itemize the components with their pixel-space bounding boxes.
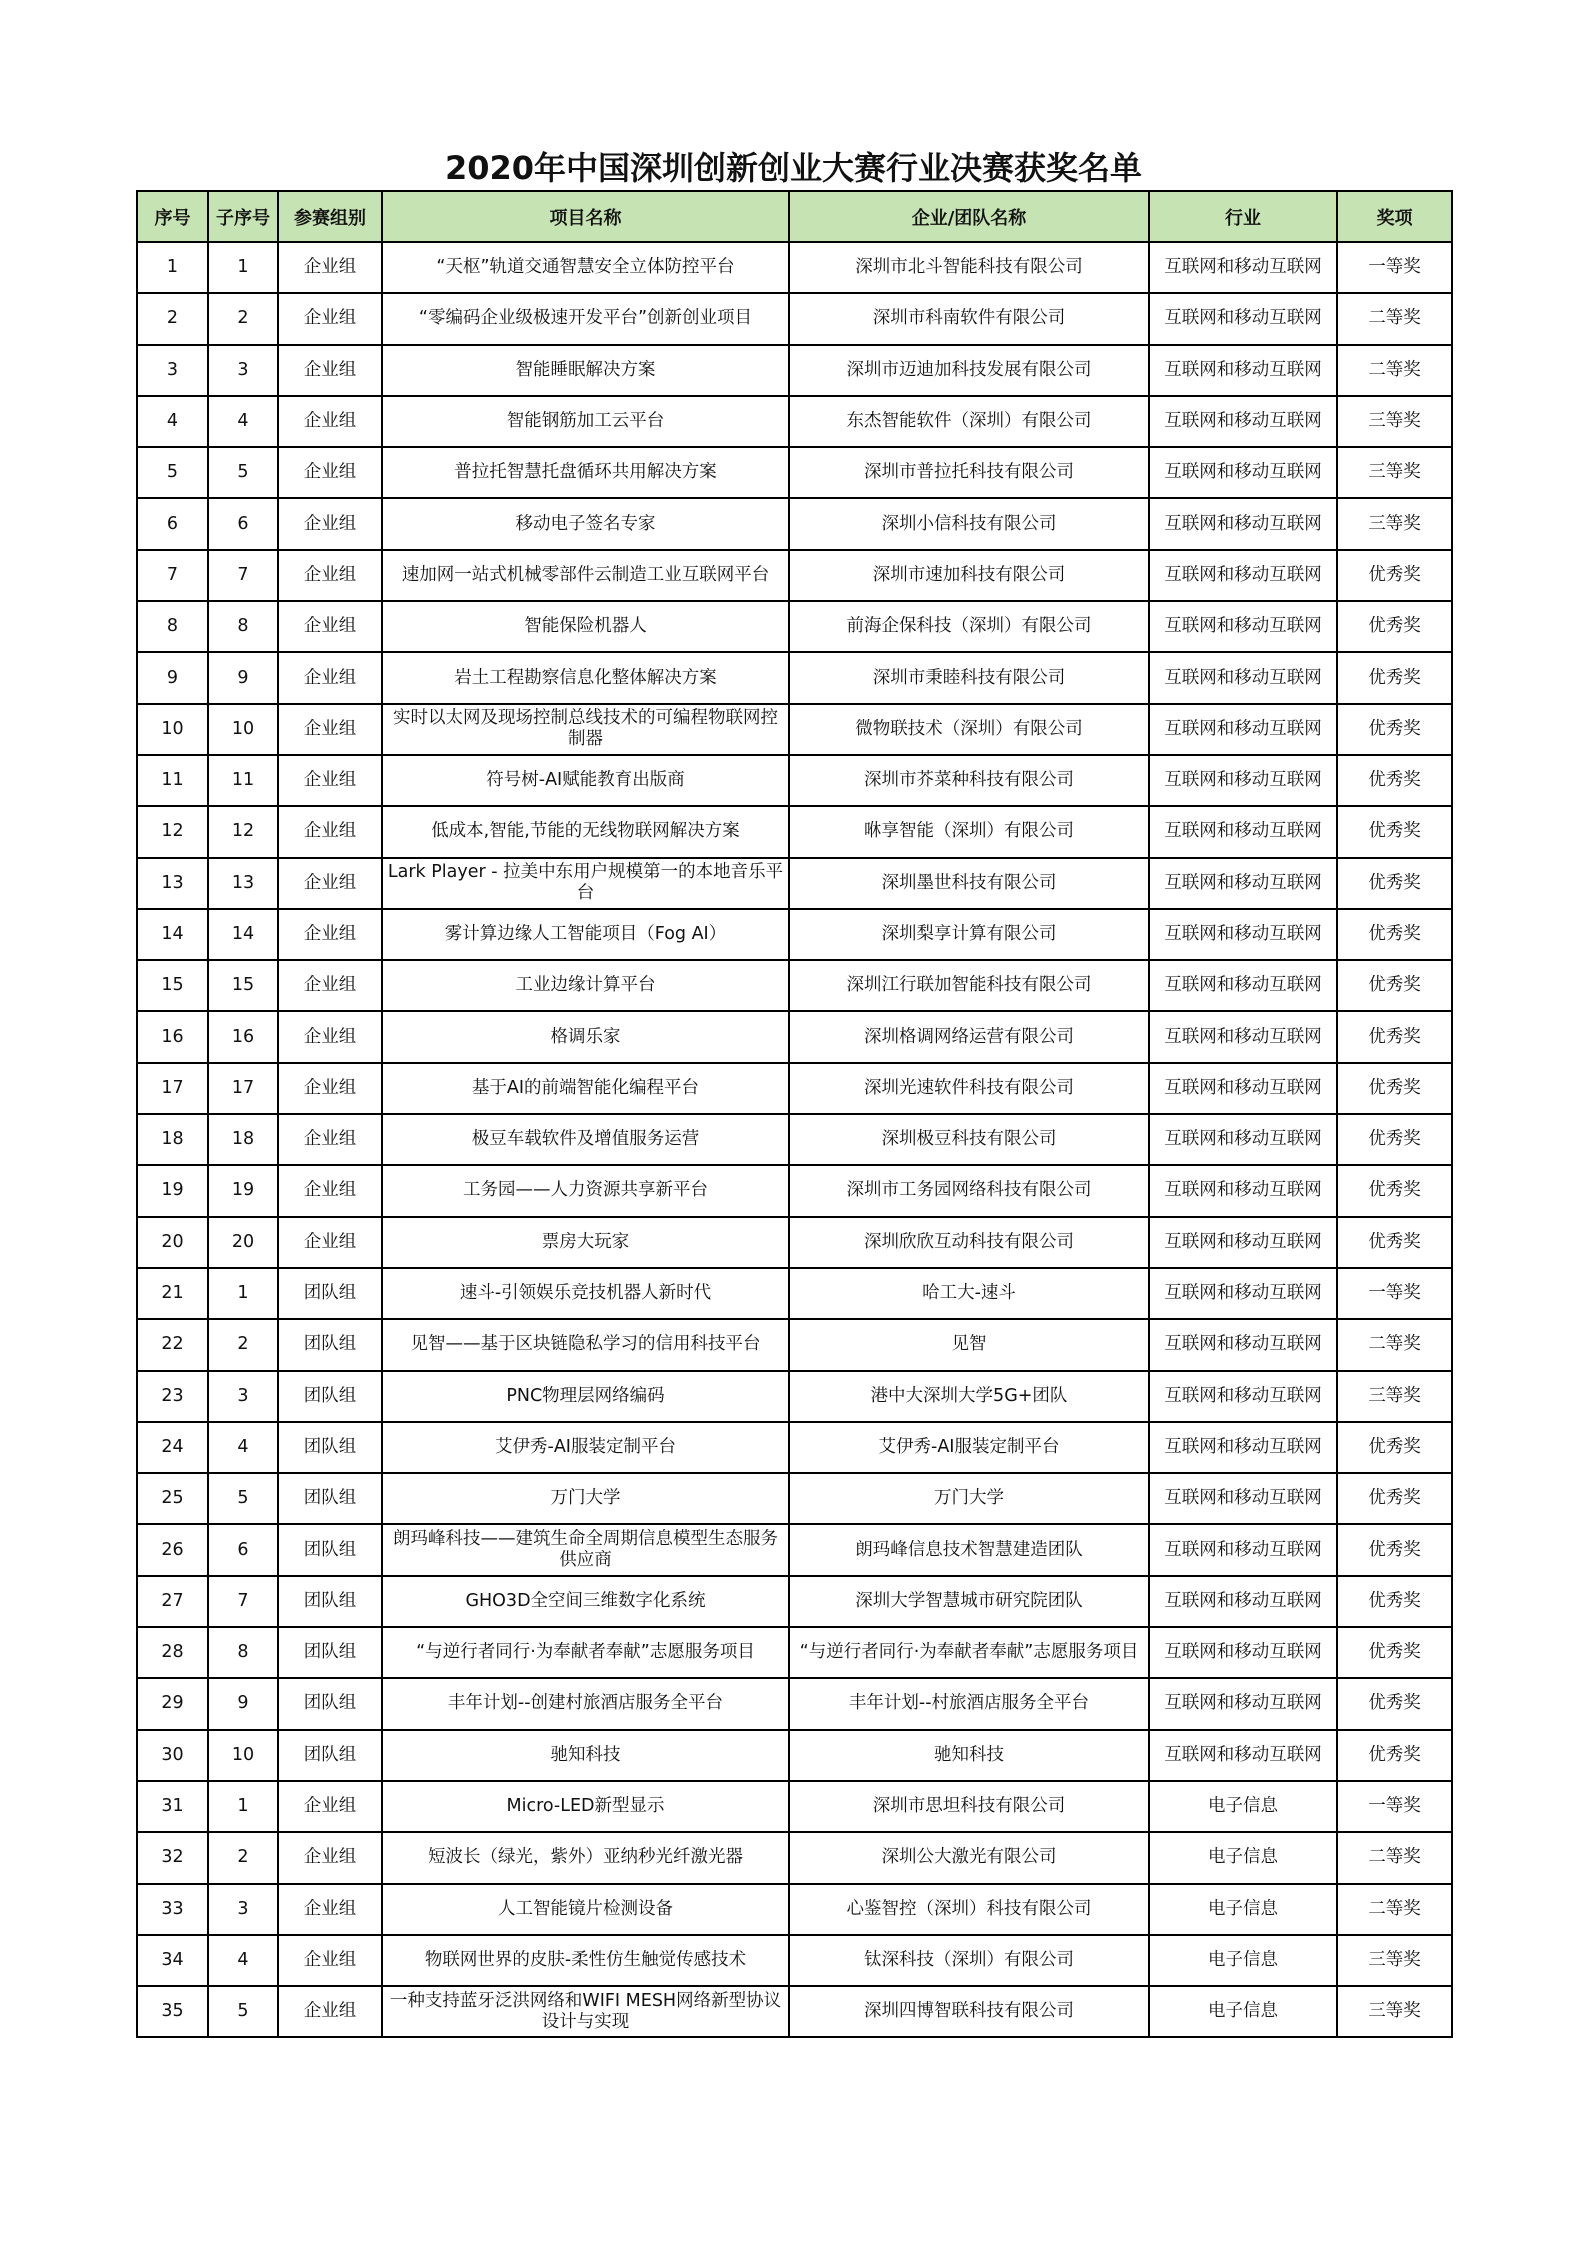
cell-sub-index: 4 <box>208 396 278 447</box>
cell-index: 16 <box>137 1011 208 1062</box>
header-row <box>137 191 1452 242</box>
table-row <box>137 704 1452 755</box>
cell-project: 人工智能镜片检测设备 <box>382 1884 789 1935</box>
cell-group: 企业组 <box>278 1063 382 1114</box>
column-header-group: 参赛组别 <box>278 191 382 242</box>
cell-company: 深圳江行联加智能科技有限公司 <box>789 960 1149 1011</box>
cell-industry: 互联网和移动互联网 <box>1149 396 1337 447</box>
cell-group: 企业组 <box>278 1832 382 1883</box>
cell-group: 企业组 <box>278 755 382 806</box>
cell-award: 优秀奖 <box>1337 858 1452 909</box>
cell-group: 企业组 <box>278 960 382 1011</box>
cell-company: 深圳小信科技有限公司 <box>789 498 1149 549</box>
cell-sub-index: 8 <box>208 601 278 652</box>
cell-sub-index: 20 <box>208 1217 278 1268</box>
cell-industry: 互联网和移动互联网 <box>1149 498 1337 549</box>
cell-sub-index: 18 <box>208 1114 278 1165</box>
cell-index: 33 <box>137 1884 208 1935</box>
cell-award: 优秀奖 <box>1337 704 1452 755</box>
cell-index: 1 <box>137 242 208 293</box>
cell-index: 25 <box>137 1473 208 1524</box>
cell-index: 11 <box>137 755 208 806</box>
cell-index: 4 <box>137 396 208 447</box>
cell-index: 8 <box>137 601 208 652</box>
cell-industry: 互联网和移动互联网 <box>1149 652 1337 703</box>
cell-sub-index: 9 <box>208 1678 278 1729</box>
cell-group: 企业组 <box>278 242 382 293</box>
cell-sub-index: 6 <box>208 498 278 549</box>
cell-project: “天枢”轨道交通智慧安全立体防控平台 <box>382 242 789 293</box>
cell-award: 优秀奖 <box>1337 652 1452 703</box>
cell-award: 二等奖 <box>1337 1319 1452 1370</box>
cell-project: Micro-LED新型显示 <box>382 1781 789 1832</box>
cell-sub-index: 14 <box>208 909 278 960</box>
cell-industry: 互联网和移动互联网 <box>1149 858 1337 909</box>
cell-sub-index: 16 <box>208 1011 278 1062</box>
cell-group: 企业组 <box>278 1935 382 1986</box>
cell-company: 深圳四博智联科技有限公司 <box>789 1986 1149 2037</box>
cell-company: 深圳格调网络运营有限公司 <box>789 1011 1149 1062</box>
cell-award: 二等奖 <box>1337 1884 1452 1935</box>
cell-sub-index: 2 <box>208 1832 278 1883</box>
cell-industry: 互联网和移动互联网 <box>1149 1217 1337 1268</box>
cell-industry: 互联网和移动互联网 <box>1149 293 1337 344</box>
cell-group: 企业组 <box>278 652 382 703</box>
cell-award: 优秀奖 <box>1337 1165 1452 1216</box>
cell-project: Lark Player - 拉美中东用户规模第一的本地音乐平台 <box>382 858 789 909</box>
cell-group: 团队组 <box>278 1371 382 1422</box>
cell-award: 一等奖 <box>1337 1268 1452 1319</box>
cell-group: 团队组 <box>278 1268 382 1319</box>
cell-sub-index: 6 <box>208 1524 278 1575</box>
cell-company: “与逆行者同行·为奉献者奉献”志愿服务项目 <box>789 1627 1149 1678</box>
cell-group: 企业组 <box>278 1217 382 1268</box>
cell-index: 34 <box>137 1935 208 1986</box>
cell-industry: 电子信息 <box>1149 1832 1337 1883</box>
cell-group: 企业组 <box>278 1781 382 1832</box>
cell-sub-index: 11 <box>208 755 278 806</box>
cell-award: 优秀奖 <box>1337 601 1452 652</box>
cell-industry: 互联网和移动互联网 <box>1149 909 1337 960</box>
table-row <box>137 960 1452 1011</box>
cell-group: 团队组 <box>278 1473 382 1524</box>
cell-sub-index: 1 <box>208 242 278 293</box>
cell-company: 深圳市科南软件有限公司 <box>789 293 1149 344</box>
cell-award: 优秀奖 <box>1337 1422 1452 1473</box>
cell-project: 丰年计划--创建村旅酒店服务全平台 <box>382 1678 789 1729</box>
cell-company: 港中大深圳大学5G+团队 <box>789 1371 1149 1422</box>
table-row <box>137 1781 1452 1832</box>
table-row <box>137 498 1452 549</box>
cell-award: 优秀奖 <box>1337 1011 1452 1062</box>
cell-project: GHO3D全空间三维数字化系统 <box>382 1576 789 1627</box>
cell-company: 深圳市普拉托科技有限公司 <box>789 447 1149 498</box>
cell-company: 深圳市秉睦科技有限公司 <box>789 652 1149 703</box>
table-body <box>137 242 1452 2037</box>
column-header-company: 企业/团队名称 <box>789 191 1149 242</box>
cell-industry: 互联网和移动互联网 <box>1149 1473 1337 1524</box>
cell-group: 团队组 <box>278 1627 382 1678</box>
cell-company: 深圳市迈迪加科技发展有限公司 <box>789 345 1149 396</box>
cell-industry: 电子信息 <box>1149 1986 1337 2037</box>
table-row <box>137 1627 1452 1678</box>
cell-company: 见智 <box>789 1319 1149 1370</box>
cell-index: 19 <box>137 1165 208 1216</box>
cell-company: 哈工大-速斗 <box>789 1268 1149 1319</box>
cell-index: 12 <box>137 806 208 857</box>
cell-group: 企业组 <box>278 704 382 755</box>
cell-award: 三等奖 <box>1337 498 1452 549</box>
cell-company: 艾伊秀-AI服装定制平台 <box>789 1422 1149 1473</box>
cell-industry: 互联网和移动互联网 <box>1149 1678 1337 1729</box>
cell-index: 14 <box>137 909 208 960</box>
cell-project: 一种支持蓝牙泛洪网络和WIFI MESH网络新型协议设计与实现 <box>382 1986 789 2037</box>
cell-award: 三等奖 <box>1337 1371 1452 1422</box>
cell-company: 深圳市思坦科技有限公司 <box>789 1781 1149 1832</box>
cell-project: 驰知科技 <box>382 1730 789 1781</box>
cell-project: 工业边缘计算平台 <box>382 960 789 1011</box>
cell-index: 6 <box>137 498 208 549</box>
cell-project: 朗玛峰科技——建筑生命全周期信息模型生态服务供应商 <box>382 1524 789 1575</box>
table-row <box>137 1165 1452 1216</box>
column-header-sub-index: 子序号 <box>208 191 278 242</box>
table-row <box>137 447 1452 498</box>
cell-company: 深圳市芥菜种科技有限公司 <box>789 755 1149 806</box>
cell-industry: 互联网和移动互联网 <box>1149 755 1337 806</box>
cell-company: 深圳市速加科技有限公司 <box>789 550 1149 601</box>
cell-award: 优秀奖 <box>1337 1114 1452 1165</box>
cell-group: 团队组 <box>278 1422 382 1473</box>
cell-award: 优秀奖 <box>1337 755 1452 806</box>
table-row <box>137 1217 1452 1268</box>
cell-sub-index: 3 <box>208 345 278 396</box>
cell-company: 深圳公大激光有限公司 <box>789 1832 1149 1883</box>
cell-industry: 互联网和移动互联网 <box>1149 447 1337 498</box>
awards-table <box>136 190 1453 2038</box>
cell-award: 优秀奖 <box>1337 1217 1452 1268</box>
table-row <box>137 1473 1452 1524</box>
table-row <box>137 1730 1452 1781</box>
cell-project: 智能睡眠解决方案 <box>382 345 789 396</box>
cell-industry: 互联网和移动互联网 <box>1149 1422 1337 1473</box>
cell-company: 微物联技术（深圳）有限公司 <box>789 704 1149 755</box>
cell-sub-index: 13 <box>208 858 278 909</box>
cell-index: 28 <box>137 1627 208 1678</box>
cell-index: 31 <box>137 1781 208 1832</box>
table-row <box>137 1884 1452 1935</box>
table-row <box>137 1935 1452 1986</box>
cell-project: 万门大学 <box>382 1473 789 1524</box>
table-row <box>137 652 1452 703</box>
cell-project: “与逆行者同行·为奉献者奉献”志愿服务项目 <box>382 1627 789 1678</box>
cell-sub-index: 1 <box>208 1268 278 1319</box>
cell-sub-index: 5 <box>208 1473 278 1524</box>
table-row <box>137 1268 1452 1319</box>
cell-project: 低成本,智能,节能的无线物联网解决方案 <box>382 806 789 857</box>
table-row <box>137 1678 1452 1729</box>
cell-index: 2 <box>137 293 208 344</box>
table-row <box>137 1371 1452 1422</box>
cell-company: 前海企保科技（深圳）有限公司 <box>789 601 1149 652</box>
cell-index: 15 <box>137 960 208 1011</box>
cell-index: 27 <box>137 1576 208 1627</box>
cell-sub-index: 9 <box>208 652 278 703</box>
cell-index: 13 <box>137 858 208 909</box>
cell-company: 东杰智能软件（深圳）有限公司 <box>789 396 1149 447</box>
table-row <box>137 1576 1452 1627</box>
cell-project: 岩土工程勘察信息化整体解决方案 <box>382 652 789 703</box>
cell-company: 深圳极豆科技有限公司 <box>789 1114 1149 1165</box>
cell-index: 29 <box>137 1678 208 1729</box>
cell-company: 驰知科技 <box>789 1730 1149 1781</box>
cell-industry: 互联网和移动互联网 <box>1149 1371 1337 1422</box>
cell-project: 智能保险机器人 <box>382 601 789 652</box>
cell-sub-index: 8 <box>208 1627 278 1678</box>
table-row <box>137 1011 1452 1062</box>
page-title: 2020年中国深圳创新创业大赛行业决赛获奖名单 <box>444 149 1143 187</box>
cell-project: 极豆车载软件及增值服务运营 <box>382 1114 789 1165</box>
cell-award: 优秀奖 <box>1337 1524 1452 1575</box>
cell-award: 优秀奖 <box>1337 1627 1452 1678</box>
cell-index: 35 <box>137 1986 208 2037</box>
cell-sub-index: 4 <box>208 1422 278 1473</box>
cell-industry: 电子信息 <box>1149 1884 1337 1935</box>
cell-company: 深圳市北斗智能科技有限公司 <box>789 242 1149 293</box>
cell-industry: 互联网和移动互联网 <box>1149 550 1337 601</box>
cell-company: 心鉴智控（深圳）科技有限公司 <box>789 1884 1149 1935</box>
cell-project: 普拉托智慧托盘循环共用解决方案 <box>382 447 789 498</box>
table-row <box>137 1114 1452 1165</box>
cell-sub-index: 3 <box>208 1884 278 1935</box>
cell-index: 30 <box>137 1730 208 1781</box>
cell-index: 23 <box>137 1371 208 1422</box>
cell-group: 团队组 <box>278 1524 382 1575</box>
cell-group: 企业组 <box>278 1165 382 1216</box>
cell-award: 二等奖 <box>1337 345 1452 396</box>
cell-index: 21 <box>137 1268 208 1319</box>
cell-sub-index: 2 <box>208 293 278 344</box>
cell-company: 朗玛峰信息技术智慧建造团队 <box>789 1524 1149 1575</box>
cell-group: 企业组 <box>278 909 382 960</box>
cell-group: 企业组 <box>278 293 382 344</box>
cell-sub-index: 7 <box>208 550 278 601</box>
cell-sub-index: 10 <box>208 704 278 755</box>
cell-sub-index: 5 <box>208 1986 278 2037</box>
cell-industry: 互联网和移动互联网 <box>1149 704 1337 755</box>
cell-index: 32 <box>137 1832 208 1883</box>
cell-award: 优秀奖 <box>1337 1576 1452 1627</box>
cell-group: 团队组 <box>278 1730 382 1781</box>
table-row <box>137 858 1452 909</box>
cell-sub-index: 15 <box>208 960 278 1011</box>
cell-project: 基于AI的前端智能化编程平台 <box>382 1063 789 1114</box>
cell-award: 优秀奖 <box>1337 960 1452 1011</box>
table-row <box>137 242 1452 293</box>
cell-sub-index: 5 <box>208 447 278 498</box>
table-row <box>137 396 1452 447</box>
table-row <box>137 601 1452 652</box>
cell-sub-index: 7 <box>208 1576 278 1627</box>
table-row <box>137 755 1452 806</box>
table-row <box>137 909 1452 960</box>
cell-company: 丰年计划--村旅酒店服务全平台 <box>789 1678 1149 1729</box>
cell-sub-index: 19 <box>208 1165 278 1216</box>
cell-award: 优秀奖 <box>1337 1473 1452 1524</box>
cell-industry: 互联网和移动互联网 <box>1149 1063 1337 1114</box>
cell-industry: 互联网和移动互联网 <box>1149 960 1337 1011</box>
cell-project: 物联网世界的皮肤-柔性仿生触觉传感技术 <box>382 1935 789 1986</box>
cell-project: 格调乐家 <box>382 1011 789 1062</box>
table-row <box>137 1524 1452 1575</box>
cell-group: 企业组 <box>278 1884 382 1935</box>
cell-index: 17 <box>137 1063 208 1114</box>
cell-company: 深圳光速软件科技有限公司 <box>789 1063 1149 1114</box>
cell-industry: 互联网和移动互联网 <box>1149 806 1337 857</box>
cell-index: 5 <box>137 447 208 498</box>
cell-index: 9 <box>137 652 208 703</box>
cell-award: 优秀奖 <box>1337 909 1452 960</box>
cell-industry: 互联网和移动互联网 <box>1149 1627 1337 1678</box>
cell-project: 智能钢筋加工云平台 <box>382 396 789 447</box>
cell-industry: 互联网和移动互联网 <box>1149 1524 1337 1575</box>
cell-industry: 互联网和移动互联网 <box>1149 601 1337 652</box>
cell-industry: 互联网和移动互联网 <box>1149 1268 1337 1319</box>
cell-project: 短波长（绿光，紫外）亚纳秒光纤激光器 <box>382 1832 789 1883</box>
column-header-award: 奖项 <box>1337 191 1452 242</box>
cell-project: 票房大玩家 <box>382 1217 789 1268</box>
cell-group: 企业组 <box>278 550 382 601</box>
cell-project: 工务园——人力资源共享新平台 <box>382 1165 789 1216</box>
cell-award: 一等奖 <box>1337 1781 1452 1832</box>
table-row <box>137 550 1452 601</box>
cell-award: 优秀奖 <box>1337 1678 1452 1729</box>
cell-company: 深圳墨世科技有限公司 <box>789 858 1149 909</box>
cell-group: 团队组 <box>278 1319 382 1370</box>
cell-project: 符号树-AI赋能教育出版商 <box>382 755 789 806</box>
cell-industry: 电子信息 <box>1149 1781 1337 1832</box>
cell-group: 企业组 <box>278 498 382 549</box>
cell-sub-index: 1 <box>208 1781 278 1832</box>
cell-award: 二等奖 <box>1337 1832 1452 1883</box>
cell-industry: 互联网和移动互联网 <box>1149 1576 1337 1627</box>
cell-award: 三等奖 <box>1337 1986 1452 2037</box>
cell-company: 深圳市工务园网络科技有限公司 <box>789 1165 1149 1216</box>
cell-sub-index: 17 <box>208 1063 278 1114</box>
table-row <box>137 345 1452 396</box>
cell-industry: 互联网和移动互联网 <box>1149 1730 1337 1781</box>
cell-company: 万门大学 <box>789 1473 1149 1524</box>
column-header-index: 序号 <box>137 191 208 242</box>
cell-project: 移动电子签名专家 <box>382 498 789 549</box>
cell-group: 企业组 <box>278 806 382 857</box>
cell-group: 企业组 <box>278 345 382 396</box>
cell-sub-index: 3 <box>208 1371 278 1422</box>
cell-industry: 互联网和移动互联网 <box>1149 1114 1337 1165</box>
cell-industry: 互联网和移动互联网 <box>1149 242 1337 293</box>
cell-group: 企业组 <box>278 1114 382 1165</box>
cell-project: PNC物理层网络编码 <box>382 1371 789 1422</box>
cell-index: 20 <box>137 1217 208 1268</box>
cell-index: 24 <box>137 1422 208 1473</box>
cell-project: 速斗-引领娱乐竞技机器人新时代 <box>382 1268 789 1319</box>
cell-company: 深圳欣欣互动科技有限公司 <box>789 1217 1149 1268</box>
cell-project: “零编码企业级极速开发平台”创新创业项目 <box>382 293 789 344</box>
cell-index: 22 <box>137 1319 208 1370</box>
cell-group: 企业组 <box>278 601 382 652</box>
cell-industry: 互联网和移动互联网 <box>1149 345 1337 396</box>
cell-company: 钛深科技（深圳）有限公司 <box>789 1935 1149 1986</box>
table-row <box>137 1319 1452 1370</box>
cell-project: 实时以太网及现场控制总线技术的可编程物联网控制器 <box>382 704 789 755</box>
cell-project: 见智——基于区块链隐私学习的信用科技平台 <box>382 1319 789 1370</box>
table-row <box>137 1986 1452 2037</box>
cell-index: 10 <box>137 704 208 755</box>
cell-award: 三等奖 <box>1337 396 1452 447</box>
cell-index: 18 <box>137 1114 208 1165</box>
cell-group: 企业组 <box>278 1986 382 2037</box>
cell-industry: 电子信息 <box>1149 1935 1337 1986</box>
cell-group: 企业组 <box>278 1011 382 1062</box>
cell-index: 7 <box>137 550 208 601</box>
cell-industry: 互联网和移动互联网 <box>1149 1319 1337 1370</box>
cell-award: 优秀奖 <box>1337 1063 1452 1114</box>
table-row <box>137 293 1452 344</box>
cell-industry: 互联网和移动互联网 <box>1149 1011 1337 1062</box>
cell-award: 三等奖 <box>1337 447 1452 498</box>
table-row <box>137 806 1452 857</box>
table-row <box>137 1063 1452 1114</box>
table-row <box>137 1832 1452 1883</box>
cell-group: 企业组 <box>278 858 382 909</box>
cell-project: 艾伊秀-AI服装定制平台 <box>382 1422 789 1473</box>
table-row <box>137 1422 1452 1473</box>
cell-sub-index: 2 <box>208 1319 278 1370</box>
cell-sub-index: 12 <box>208 806 278 857</box>
cell-group: 企业组 <box>278 396 382 447</box>
cell-company: 咻享智能（深圳）有限公司 <box>789 806 1149 857</box>
cell-award: 二等奖 <box>1337 293 1452 344</box>
cell-award: 一等奖 <box>1337 242 1452 293</box>
cell-project: 速加网一站式机械零部件云制造工业互联网平台 <box>382 550 789 601</box>
cell-group: 团队组 <box>278 1576 382 1627</box>
cell-sub-index: 4 <box>208 1935 278 1986</box>
cell-sub-index: 10 <box>208 1730 278 1781</box>
cell-award: 优秀奖 <box>1337 806 1452 857</box>
cell-award: 三等奖 <box>1337 1935 1452 1986</box>
cell-group: 团队组 <box>278 1678 382 1729</box>
cell-company: 深圳大学智慧城市研究院团队 <box>789 1576 1149 1627</box>
cell-index: 3 <box>137 345 208 396</box>
cell-industry: 互联网和移动互联网 <box>1149 1165 1337 1216</box>
cell-company: 深圳梨享计算有限公司 <box>789 909 1149 960</box>
column-header-project: 项目名称 <box>382 191 789 242</box>
cell-group: 企业组 <box>278 447 382 498</box>
column-header-industry: 行业 <box>1149 191 1337 242</box>
cell-award: 优秀奖 <box>1337 550 1452 601</box>
cell-award: 优秀奖 <box>1337 1730 1452 1781</box>
cell-index: 26 <box>137 1524 208 1575</box>
cell-project: 雾计算边缘人工智能项目（Fog AI） <box>382 909 789 960</box>
